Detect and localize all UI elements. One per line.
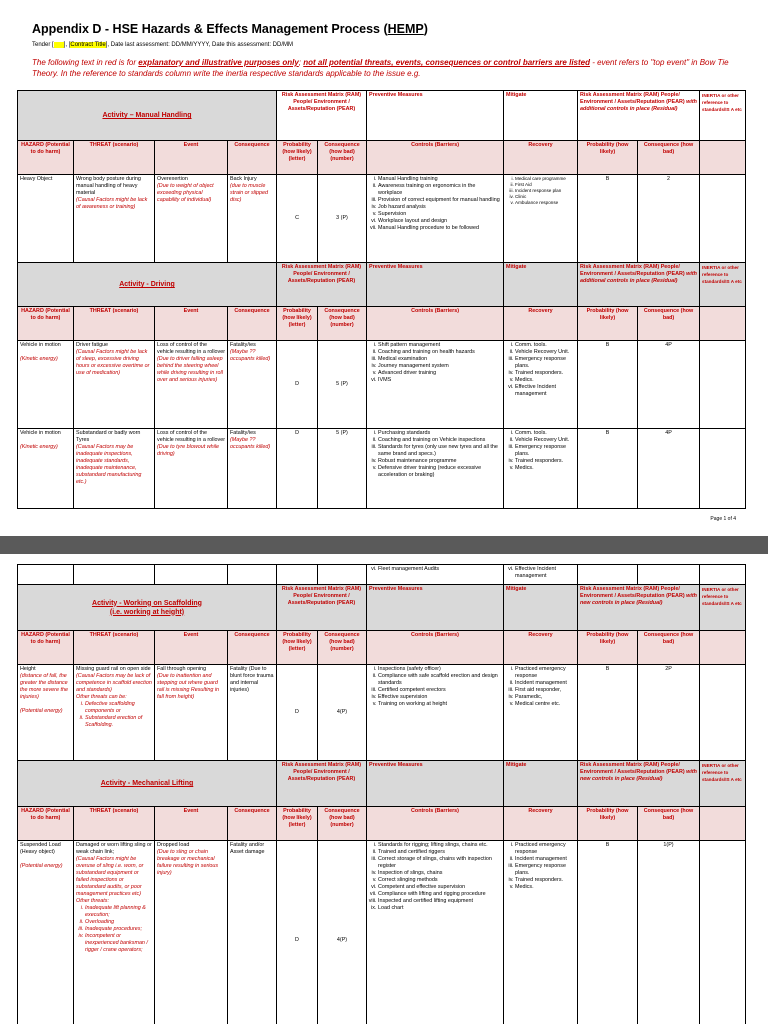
res-cons-cell: 1(P) — [638, 841, 700, 1024]
hazard-text: Vehicle in motion — [20, 342, 61, 348]
list-item: v. Medics. — [515, 377, 575, 384]
consequence-num-cell: 4(P) — [318, 841, 367, 1024]
probability-cell: D — [277, 665, 318, 761]
list-item: iv. Robust maintenance programme — [378, 458, 501, 465]
ram-residual-a: Risk Assessment Matrix (RAM) People/ Environment / Assets/Reputation (PEAR) — [580, 92, 685, 105]
threat-text: Damaged or worn lifting sling or weak chain link; — [76, 842, 152, 855]
list-item: iv. Incompetent or inexperienced banksman / rigger / crane operators; — [85, 933, 152, 954]
tender-prefix: Tender [ — [32, 42, 54, 48]
consequence-num-col-header: Consequence (how bad) (number) — [318, 307, 367, 341]
event-text: Fall through opening — [157, 666, 207, 672]
consequence-num-cell: 3 (P) — [318, 175, 367, 263]
list-item: ii. First Aid — [515, 182, 575, 188]
hazard-note: (Kinetic energy) — [20, 444, 58, 450]
list-item: iii. First aid responder, — [515, 687, 575, 694]
list-item: vi. Workplace layout and design — [378, 218, 501, 225]
hazard-note: (Kinetic energy) — [20, 356, 58, 362]
hazard-col-header: HAZARD (Potential to do harm) — [18, 807, 74, 841]
consequence-cell: Fatality (Due to blunt force trauma and internal injuries) — [228, 665, 277, 761]
threat-note: (Causal Factors may be inadequate inspections, inadequate standards, inadequate maintenance, substandard manufacturing etc.) — [76, 444, 142, 485]
list-item: ii. Vehicle Recovery Unit. — [515, 437, 575, 444]
list-item: iii. Medical examination — [378, 356, 501, 363]
controls-list — [369, 842, 501, 912]
contract-title: Contract Title — [70, 42, 106, 48]
controls-col-header: Controls (Barriers) — [367, 807, 504, 841]
list-item: iv. Effective supervision — [378, 694, 501, 701]
probability-col-header: Probability (how likely) (letter) — [277, 631, 318, 665]
consequence-col-header: Consequence — [228, 807, 277, 841]
res-cons-cell: 4P — [638, 429, 700, 509]
consequence-cell: Fatality and/or Asset damage — [228, 841, 277, 1024]
threat-col-header: THREAT (scenario) — [74, 307, 155, 341]
title-acronym: HEMP — [387, 22, 424, 36]
table-row — [18, 341, 746, 429]
title-text: Appendix D - HSE Hazards & Effects Management Process ( — [32, 22, 388, 36]
inertia-cell — [700, 665, 746, 761]
consequence-cell — [228, 341, 277, 429]
threat-cell — [74, 565, 155, 585]
res-cons-cell: 4P — [638, 341, 700, 429]
consequence-col-header: Consequence — [228, 307, 277, 341]
threat-text: Missing guard rail on open side — [76, 666, 151, 672]
hazard-text: Height — [20, 666, 36, 672]
title-end: ) — [423, 22, 428, 36]
list-item: ii. Incident management — [515, 680, 575, 687]
ram-residual-b: with new controls in place (Residual) — [580, 593, 697, 606]
list-item: i. Comm. tools. — [515, 430, 575, 437]
list-item: i. Practiced emergency response — [515, 842, 575, 856]
consequence-cell — [228, 565, 277, 585]
list-item: iii. Incident response plan — [515, 188, 575, 194]
hazard-cell — [18, 565, 74, 585]
tender-mid: ], [ — [63, 42, 71, 48]
threat-text: Driver fatigue — [76, 342, 109, 348]
recovery-list — [506, 842, 575, 891]
preventive-header: Preventive Measures — [367, 91, 504, 141]
consequence-col-header: Consequence — [228, 141, 277, 175]
res-prob-col-header: Probability (how likely) — [578, 307, 638, 341]
hazard-cell — [18, 341, 74, 429]
probability-cell: D — [277, 341, 318, 429]
list-item: ii. Coaching and training on Vehicle inspections — [378, 437, 501, 444]
list-item: v. Medics. — [515, 465, 575, 472]
list-item: v. Supervision — [378, 211, 501, 218]
tender-suffix: ], Date last assessment: DD/MM/YYYY, Date this assessment: DD/MM — [105, 42, 294, 48]
consequence-num-col-header: Consequence (how bad) (number) — [318, 141, 367, 175]
list-item: iv. Clinic — [515, 194, 575, 200]
ram-residual-b: with additional controls in place (Residual) — [580, 271, 697, 284]
res-cons-cell — [638, 565, 700, 585]
threat-note: (Causal Factors might be lack of sleep, excessive driving hours or excessive overtime or use of medication) — [76, 349, 150, 376]
list-item: vii. Manual Handling procedure to be followed — [378, 225, 501, 232]
list-item: i. Inadequate lift planning & execution; — [85, 905, 152, 919]
consequence-num-cell: 5 (P) — [318, 429, 367, 509]
consequence-note: (Maybe ?? occupants killed) — [230, 437, 271, 450]
consequence-text: Back Injury — [230, 176, 257, 182]
threat-cell — [74, 841, 155, 1024]
list-item: iii. Certified competent erectors — [378, 687, 501, 694]
hazard-col-header: HAZARD (Potential to do harm) — [18, 631, 74, 665]
list-item: ii. Substandard erection of Scaffolding. — [85, 715, 152, 729]
ram-header: Risk Assessment Matrix (RAM) People/ Environment / Assets/Reputation (PEAR) — [277, 263, 367, 307]
controls-col-header: Controls (Barriers) — [367, 307, 504, 341]
ram-residual-header — [578, 91, 700, 141]
inertia-header: INERTIA or other reference to standards/IS A etc — [700, 585, 746, 631]
consequence-cell — [228, 429, 277, 509]
threat-note: (Causal Factors may be lack of competence in scaffold erection and standards) — [76, 673, 152, 693]
probability-col-header: Probability (how likely) (letter) — [277, 307, 318, 341]
controls-list — [369, 430, 501, 479]
list-item: ix. Load chart — [378, 905, 501, 912]
recovery-col-header: Recovery — [504, 631, 578, 665]
event-note: (Due to driver falling asleep behind the steering wheel while driving resulting in roll over and serious injuries) — [157, 356, 223, 383]
table-row — [18, 429, 746, 509]
threat-cell — [74, 429, 155, 509]
threat-text: Wrong body posture during manual handling of heavy material — [76, 176, 141, 196]
probability-col-header: Probability (how likely) (letter) — [277, 807, 318, 841]
activity-driving: Activity - Driving — [18, 263, 277, 307]
list-item: vi. Effective Incident management — [515, 384, 575, 398]
tender-line — [32, 42, 293, 48]
controls-cell — [367, 341, 504, 429]
controls-cell — [367, 841, 504, 1024]
recovery-list — [506, 342, 575, 398]
list-item: v. Correct slinging methods — [378, 877, 501, 884]
recovery-cell — [504, 429, 578, 509]
recovery-cell — [504, 841, 578, 1024]
res-cons-cell: 2 — [638, 175, 700, 263]
table-row — [18, 175, 746, 263]
preventive-header: Preventive Measures — [367, 761, 504, 807]
list-item: i. Inspections (safety officer) — [378, 666, 501, 673]
ram-residual-a: Risk Assessment Matrix (RAM) People/ Environment / Assets/Reputation (PEAR) — [580, 264, 685, 277]
controls-cell — [367, 175, 504, 263]
activity-subtitle: (i.e. working at height) — [109, 608, 185, 616]
recovery-col-header: Recovery — [504, 307, 578, 341]
recovery-cell — [504, 341, 578, 429]
consequence-num-cell: 4(P) — [318, 665, 367, 761]
threat-list — [76, 701, 152, 729]
document-title — [32, 22, 428, 36]
consequence-num-col-header: Consequence (how bad) (number) — [318, 631, 367, 665]
inertia-header: INERTIA or other reference to standards/IS A etc — [700, 263, 746, 307]
table-row — [18, 565, 746, 585]
recovery-list — [506, 176, 575, 206]
res-cons-col-header: Consequence (how bad) — [638, 631, 700, 665]
event-col-header: Event — [155, 141, 228, 175]
activity-manual-handling: Activity – Manual Handling — [18, 91, 277, 141]
list-item: v. Ambulance response — [515, 200, 575, 206]
table-row — [18, 841, 746, 1024]
res-prob-cell: B — [578, 429, 638, 509]
list-item: vi. Fleet management Audits — [378, 566, 501, 573]
controls-cell — [367, 565, 504, 585]
recovery-cell — [504, 665, 578, 761]
list-item: ii. Awareness training on ergonomics in the workplace — [378, 183, 501, 197]
list-item: v. Defensive driver training (reduce excessive acceleration or braking) — [378, 465, 501, 479]
event-col-header: Event — [155, 631, 228, 665]
activity-mechanical-lifting: Activity - Mechanical Lifting — [18, 761, 277, 807]
list-item: iv. Trained responders. — [515, 458, 575, 465]
event-note: (Due to weight of object exceeding physical capability of individual) — [157, 183, 214, 203]
res-cons-col-header: Consequence (how bad) — [638, 807, 700, 841]
list-item: vii. Compliance with lifting and rigging procedure — [378, 891, 501, 898]
hazard-note: (distance of fall, the greater the distance the more severe the injuries) — [20, 673, 68, 700]
consequence-text: Fatality/ies — [230, 342, 256, 348]
recovery-list — [506, 566, 575, 580]
blank-col-header — [700, 307, 746, 341]
consequence-note: (Maybe ?? occupants killed) — [230, 349, 271, 362]
list-item: v. Medical centre etc. — [515, 701, 575, 708]
intro-b: explanatory and illustrative purposes only — [138, 58, 299, 67]
threat-note: (Causal Factors might be overuse of sling i.e. worn, or substandard equipment or failed inspections or substandard audits, or poor management practices etc) — [76, 856, 144, 897]
controls-cell — [367, 665, 504, 761]
controls-col-header: Controls (Barriers) — [367, 141, 504, 175]
intro-e: - event refers to "top event" in Bow Tie Theory. In the reference to standards column write the inertia respective standards applicable to the issue e.g. — [32, 58, 729, 78]
probability-col-header: Probability (how likely) (letter) — [277, 141, 318, 175]
ram-residual-header — [578, 761, 700, 807]
threat-other: Other threats can be: — [76, 694, 127, 700]
probability-cell — [277, 565, 318, 585]
inertia-header: INERTIA or other reference to standards/IS A etc — [700, 761, 746, 807]
probability-cell: D — [277, 841, 318, 1024]
list-item: i. Practiced emergency response — [515, 666, 575, 680]
event-cell — [155, 429, 228, 509]
blank-col-header — [700, 807, 746, 841]
recovery-list — [506, 666, 575, 708]
threat-col-header: THREAT (scenario) — [74, 807, 155, 841]
ram-header: Risk Assessment Matrix (RAM) People/ Environment / Assets/Reputation (PEAR) — [277, 585, 367, 631]
hemp-table-page-1 — [17, 90, 746, 509]
list-item: iv. Inspection of slings, chains — [378, 870, 501, 877]
consequence-cell — [228, 175, 277, 263]
hazard-cell — [18, 429, 74, 509]
list-item: ii. Coaching and training on health hazards — [378, 349, 501, 356]
hazard-cell: Heavy Object — [18, 175, 74, 263]
res-cons-col-header: Consequence (how bad) — [638, 141, 700, 175]
event-cell — [155, 175, 228, 263]
list-item: viii. Inspected and certified lifting equipment — [378, 898, 501, 905]
inertia-cell — [700, 175, 746, 263]
controls-cell — [367, 429, 504, 509]
hazard-text: Suspended Load (Heavy object) — [20, 842, 61, 855]
list-item: i. Purchasing standards — [378, 430, 501, 437]
list-item: iii. Inadequate procedures; — [85, 926, 152, 933]
inertia-header: INERTIA or other reference to standards/IS A etc — [700, 91, 746, 141]
recovery-col-header: Recovery — [504, 807, 578, 841]
list-item: i. Standards for rigging; lifting slings, chains etc. — [378, 842, 501, 849]
mitigate-header: Mitigate — [504, 263, 578, 307]
threat-col-header: THREAT (scenario) — [74, 141, 155, 175]
threat-cell — [74, 175, 155, 263]
hemp-table-page-2 — [17, 564, 746, 1024]
list-item: i. Manual Handling training — [378, 176, 501, 183]
tender-blank — [54, 42, 64, 48]
page-number: Page 1 of 4 — [710, 516, 736, 522]
consequence-col-header: Consequence — [228, 631, 277, 665]
event-cell — [155, 341, 228, 429]
list-item: iii. Emergency response plans. — [515, 444, 575, 458]
event-cell — [155, 665, 228, 761]
probability-cell: C — [277, 175, 318, 263]
list-item: i. Shift pattern management — [378, 342, 501, 349]
blank-col-header — [700, 631, 746, 665]
consequence-num-cell — [318, 565, 367, 585]
recovery-cell — [504, 175, 578, 263]
intro-d: not all potential threats, events, consequences or control barriers are listed — [303, 58, 590, 67]
mitigate-header: Mitigate — [504, 761, 578, 807]
consequence-text: Fatality/ies — [230, 430, 256, 436]
threat-col-header: THREAT (scenario) — [74, 631, 155, 665]
res-cons-col-header: Consequence (how bad) — [638, 307, 700, 341]
res-prob-col-header: Probability (how likely) — [578, 807, 638, 841]
ram-residual-b: with new controls in place (Residual) — [580, 769, 697, 782]
res-prob-cell: B — [578, 841, 638, 1024]
mitigate-header: Mitigate — [504, 585, 578, 631]
controls-list — [369, 176, 501, 232]
ram-residual-a: Risk Assessment Matrix (RAM) People/ Environment / Assets/Reputation (PEAR) — [580, 762, 685, 775]
ram-residual-header — [578, 263, 700, 307]
hazard-col-header: HAZARD (Potential to do harm) — [18, 307, 74, 341]
list-item: ii. Vehicle Recovery Unit. — [515, 349, 575, 356]
recovery-cell — [504, 565, 578, 585]
list-item: v. Training on working at height — [378, 701, 501, 708]
inertia-cell — [700, 841, 746, 1024]
ram-header: Risk Assessment Matrix (RAM) People/ Environment / Assets/Reputation (PEAR) — [277, 91, 367, 141]
threat-cell — [74, 341, 155, 429]
hazard-text: Vehicle in motion — [20, 430, 61, 436]
list-item: iii. Provision of correct equipment for manual handling — [378, 197, 501, 204]
ram-residual-header — [578, 585, 700, 631]
list-item: i. Medical care programme — [515, 176, 575, 182]
res-prob-col-header: Probability (how likely) — [578, 141, 638, 175]
list-item: iv. Paramedic, — [515, 694, 575, 701]
intro-c: ; — [298, 58, 304, 67]
recovery-col-header: Recovery — [504, 141, 578, 175]
list-item: iv. Journey management system — [378, 363, 501, 370]
res-prob-cell — [578, 565, 638, 585]
inertia-cell — [700, 565, 746, 585]
probability-cell: D — [277, 429, 318, 509]
list-item: iv. Trained responders. — [515, 877, 575, 884]
threat-cell — [74, 665, 155, 761]
list-item: ii. Compliance with safe scaffold erection and design standards — [378, 673, 501, 687]
list-item: ii. Trained and certified riggers — [378, 849, 501, 856]
list-item: iv. Trained responders. — [515, 370, 575, 377]
event-note: (Due to sling or chain breakage or mechanical failure resulting in serious injury) — [157, 849, 219, 876]
list-item: i. Comm. tools. — [515, 342, 575, 349]
list-item: iii. Emergency response plans. — [515, 356, 575, 370]
event-text: Overexertion — [157, 176, 188, 182]
intro-text — [32, 57, 744, 79]
list-item: iii. Correct storage of slings, chains with inspection register — [378, 856, 501, 870]
hazard-cell — [18, 841, 74, 1024]
list-item: iv. Job hazard analysis — [378, 204, 501, 211]
threat-note: (Causal Factors might be lack of awareness or training) — [76, 197, 148, 210]
blank-col-header — [700, 141, 746, 175]
controls-col-header: Controls (Barriers) — [367, 631, 504, 665]
hazard-note-2: (Potential energy) — [20, 708, 63, 714]
list-item: i. Defective scaffolding components or — [85, 701, 152, 715]
table-row — [18, 665, 746, 761]
list-item: vi. IVMS — [378, 377, 501, 384]
threat-list — [76, 905, 152, 954]
res-prob-cell: B — [578, 175, 638, 263]
list-item: vi. Competent and effective supervision — [378, 884, 501, 891]
ram-header: Risk Assessment Matrix (RAM) People/ Environment / Assets/Reputation (PEAR) — [277, 761, 367, 807]
mitigate-header: Mitigate — [504, 91, 578, 141]
ram-residual-a: Risk Assessment Matrix (RAM) People/ Environment / Assets/Reputation (PEAR) — [580, 586, 685, 599]
recovery-list — [506, 430, 575, 472]
event-col-header: Event — [155, 807, 228, 841]
controls-list — [369, 666, 501, 708]
event-text: Loss of control of the vehicle resulting in a rollover — [157, 342, 226, 355]
threat-text: Substandard or badly worn Tyres — [76, 430, 141, 443]
res-prob-cell: B — [578, 341, 638, 429]
list-item: v. Advanced driver training — [378, 370, 501, 377]
event-text: Loss of control of the vehicle resulting in a rollover — [157, 430, 226, 443]
event-cell — [155, 565, 228, 585]
ram-residual-b: with additional controls in place (Residual) — [580, 99, 697, 112]
list-item: iii. Standards for tyres (only use new tyres and all the same brand and specs.) — [378, 444, 501, 458]
consequence-note: (due to muscle strain or slipped disc) — [230, 183, 269, 203]
list-item: ii. Incident management — [515, 856, 575, 863]
res-prob-cell: B — [578, 665, 638, 761]
event-note: (Due to inattention and stepping out where guard rail is missing Resulting in fall from height) — [157, 673, 220, 700]
document-page-2 — [0, 554, 768, 1024]
threat-other: Other threats: — [76, 898, 109, 904]
event-text: Dropped load — [157, 842, 190, 848]
event-cell — [155, 841, 228, 1024]
inertia-cell — [700, 429, 746, 509]
list-item: iii. Emergency response plans. — [515, 863, 575, 877]
list-item: v. Medics. — [515, 884, 575, 891]
hazard-col-header: HAZARD (Potential to do harm) — [18, 141, 74, 175]
event-col-header: Event — [155, 307, 228, 341]
preventive-header: Preventive Measures — [367, 585, 504, 631]
list-item: ii. Overloading — [85, 919, 152, 926]
controls-list — [369, 566, 501, 573]
intro-a: The following text in red is for — [32, 58, 139, 67]
res-prob-col-header: Probability (how likely) — [578, 631, 638, 665]
inertia-cell — [700, 341, 746, 429]
list-item: vi. Effective Incident management — [515, 566, 575, 580]
controls-list — [369, 342, 501, 384]
activity-scaffolding — [18, 585, 277, 631]
hazard-note: (Potential energy) — [20, 863, 63, 869]
hazard-cell — [18, 665, 74, 761]
event-note: (Due to tyre blowout while driving) — [157, 444, 220, 457]
preventive-header: Preventive Measures — [367, 263, 504, 307]
activity-title: Activity - Working on Scaffolding — [92, 599, 202, 607]
consequence-num-cell: 5 (P) — [318, 341, 367, 429]
res-cons-cell: 2P — [638, 665, 700, 761]
consequence-num-col-header: Consequence (how bad) (number) — [318, 807, 367, 841]
